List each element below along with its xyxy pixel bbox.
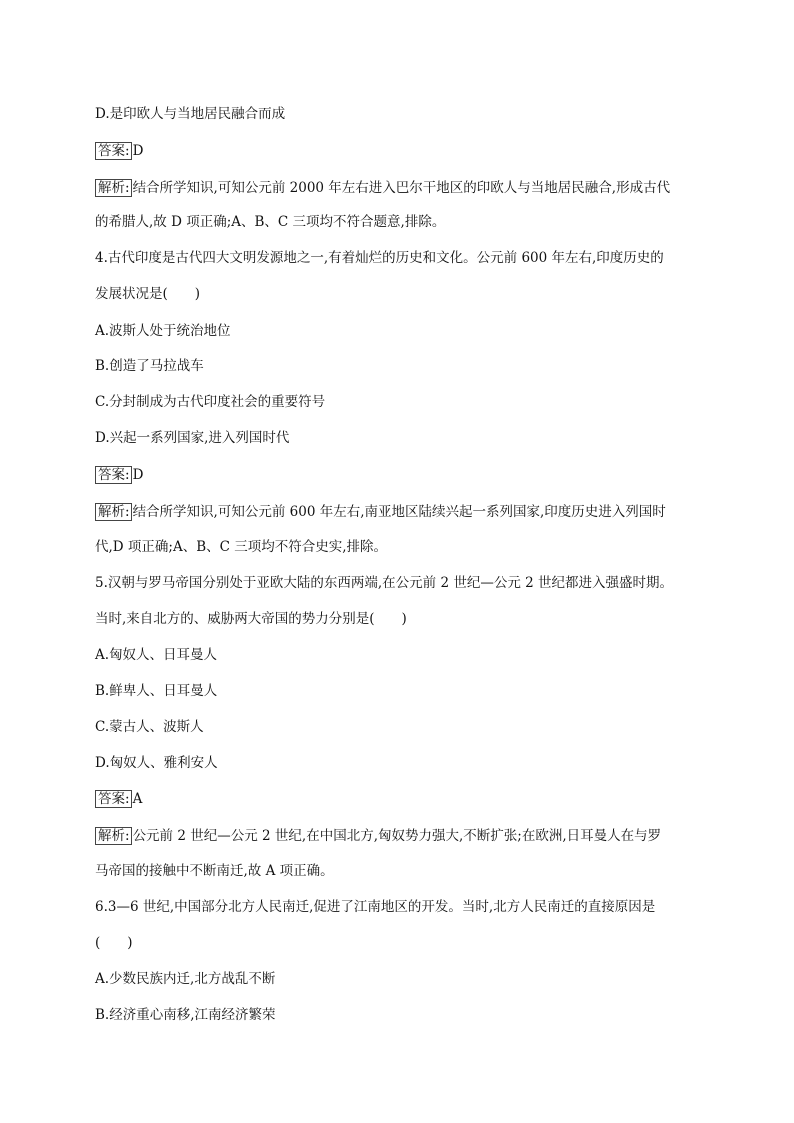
answer-value: D: [132, 467, 144, 483]
q5-stem-line-2: 当时,来自北方的、威胁两大帝国的势力分别是( ): [95, 611, 407, 627]
q5-option-c: C.蒙古人、波斯人: [95, 719, 204, 735]
q4-option-d: D.兴起一系列国家,进入列国时代: [95, 430, 290, 446]
q4-explanation-line-2: 代,D 项正确;A、B、C 三项均不符合史实,排除。: [95, 539, 388, 555]
q4-stem-line-1: 4.古代印度是古代四大文明发源地之一,有着灿烂的历史和文化。公元前 600 年左右,印度历史的: [95, 250, 664, 266]
q6-option-b: B.经济重心南移,江南经济繁荣: [95, 1007, 276, 1023]
answer-label: 答案:: [95, 466, 132, 484]
q5-option-d: D.匈奴人、雅利安人: [95, 755, 218, 771]
q3-answer: [95, 141, 715, 161]
q6-stem-line-2: ( ): [95, 935, 133, 951]
q4-answer: [95, 465, 715, 485]
q4-option-c: C.分封制成为古代印度社会的重要符号: [95, 394, 326, 410]
q4-explanation-line-1: [95, 502, 715, 522]
q5-explanation-line-1: [95, 826, 715, 846]
explanation-label: 解析:: [95, 503, 132, 521]
q5-explanation-line-2: 马帝国的接触中不断南迁,故 A 项正确。: [95, 863, 334, 879]
q5-option-a: A.匈奴人、日耳曼人: [95, 647, 218, 663]
q6-option-a: A.少数民族内迁,北方战乱不断: [95, 971, 276, 987]
answer-label: 答案:: [95, 790, 132, 808]
q5-stem-line-1: 5.汉朝与罗马帝国分别处于亚欧大陆的东西两端,在公元前 2 世纪—公元 2 世纪都进入强盛时期。: [95, 575, 674, 591]
q6-stem-line-1: 6.3—6 世纪,中国部分北方人民南迁,促进了江南地区的开发。当时,北方人民南迁的直接原因是: [95, 899, 656, 915]
answer-value: A: [132, 791, 143, 807]
q3-explanation-line-1: [95, 178, 715, 198]
explanation-label: 解析:: [95, 179, 132, 197]
answer-value: D: [132, 143, 144, 159]
explanation-text: 结合所学知识,可知公元前 2000 年左右进入巴尔干地区的印欧人与当地居民融合,形成古代: [132, 180, 671, 196]
q3-explanation-line-2: 的希腊人,故 D 项正确;A、B、C 三项均不符合题意,排除。: [95, 214, 446, 230]
q4-stem-line-2: 发展状况是( ): [95, 286, 201, 302]
q5-answer: [95, 789, 715, 809]
q4-option-a: A.波斯人处于统治地位: [95, 323, 231, 339]
explanation-text: 公元前 2 世纪—公元 2 世纪,在中国北方,匈奴势力强大,不断扩张;在欧洲,日耳曼人在与罗: [132, 828, 662, 844]
q3-option-d: D.是印欧人与当地居民融合而成: [95, 106, 286, 122]
answer-label: 答案:: [95, 142, 132, 160]
q4-option-b: B.创造了马拉战车: [95, 358, 204, 374]
explanation-text: 结合所学知识,可知公元前 600 年左右,南亚地区陆续兴起一系列国家,印度历史进入列国时: [132, 504, 666, 520]
explanation-label: 解析:: [95, 827, 132, 845]
q5-option-b: B.鲜卑人、日耳曼人: [95, 683, 218, 699]
